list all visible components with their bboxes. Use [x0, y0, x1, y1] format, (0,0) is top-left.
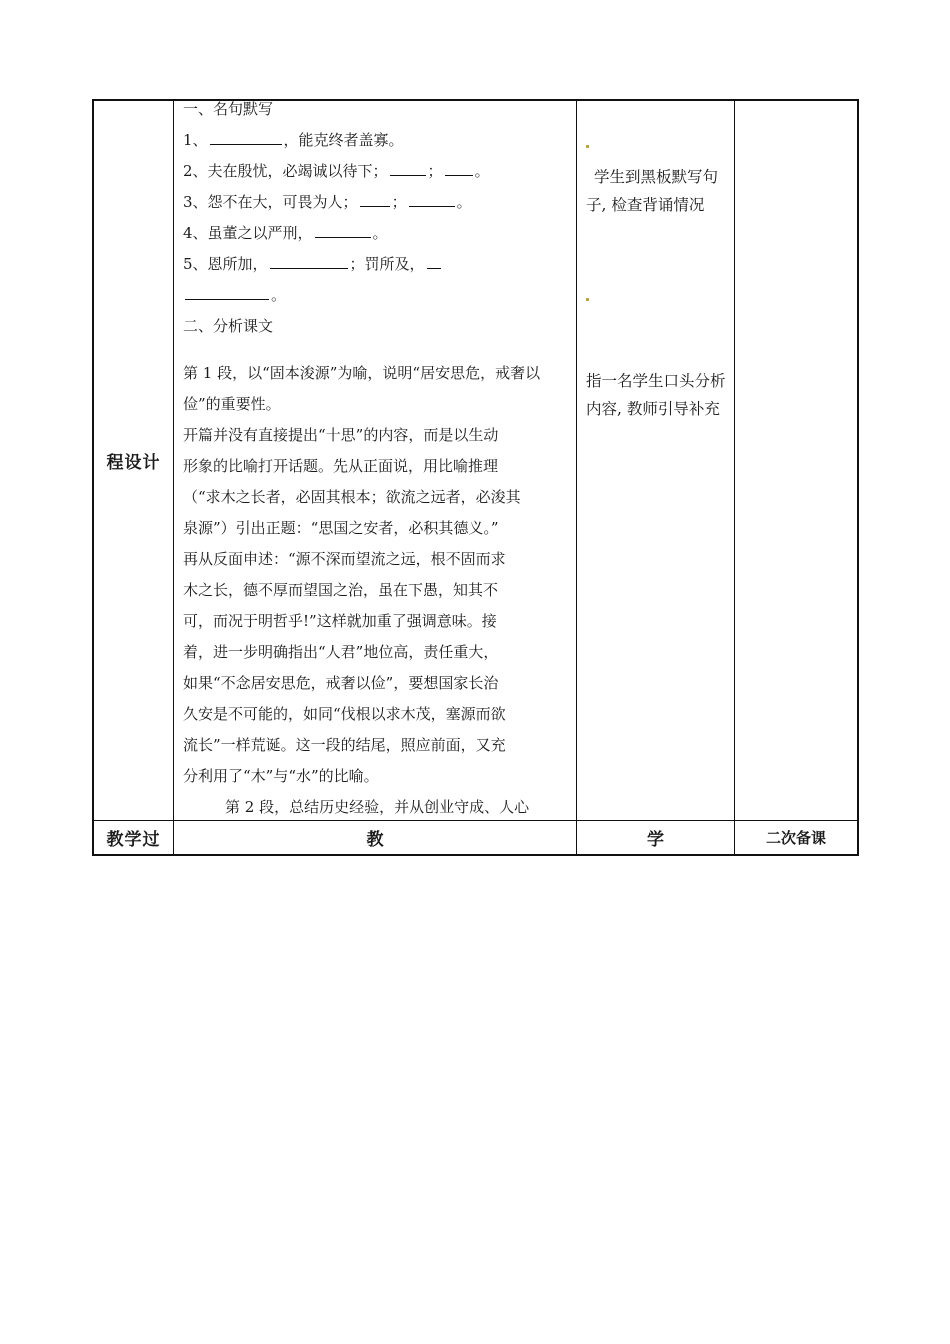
- analysis-line: 开篇并没有直接提出“十思”的内容，而是以生动: [183, 426, 499, 444]
- answer-blank: [427, 250, 441, 269]
- answer-blank: [390, 157, 426, 176]
- recitation-item-4: 4、虽董之以严刑， 。: [183, 218, 568, 249]
- recitation-item-5-continued: 。: [183, 280, 568, 311]
- lesson-plan-table: [92, 99, 859, 856]
- header-revision: 二次备课: [765, 829, 826, 847]
- answer-blank: [409, 188, 455, 207]
- analysis-line: 木之长，德不厚而望国之治，虽在下愚，知其不: [183, 581, 499, 599]
- recitation-item-1: 1、 ，能克终者盖寡。: [183, 125, 568, 156]
- marker-dot: [586, 145, 589, 148]
- analysis-line: 形象的比喻打开话题。先从正面说，用比喻推理: [183, 457, 499, 475]
- paragraph-1-analysis: [183, 420, 568, 792]
- analysis-line: 再从反面申述：“源不深而望流之远，根不固而求: [183, 550, 506, 568]
- analysis-line: 流长”一样荒诞。这一段的结尾，照应前面，又充: [183, 736, 506, 754]
- answer-blank: [210, 126, 282, 145]
- header-learn: 学: [647, 830, 664, 850]
- answer-blank: [315, 219, 371, 238]
- analysis-line: 着，进一步明确指出“人君”地位高，责任重大，: [183, 643, 499, 661]
- row-label-teaching-process: [94, 821, 173, 854]
- analysis-line: 如果“不念居安思危，戒奢以俭”，要想国家长治: [183, 674, 499, 692]
- section-title: 二、分析课文: [183, 317, 274, 335]
- analysis-line: 可，而况于明哲乎!”这样就加重了强调意味。接: [183, 612, 497, 630]
- header-teach: 教: [366, 830, 384, 850]
- marker-dot: [586, 298, 589, 301]
- analysis-line: 分利用了“木”与“水”的比喻。: [183, 767, 379, 785]
- student-note-recitation: 学生到黑板默写句子, 检查背诵情况: [586, 168, 719, 214]
- analysis-line: （“求木之长者，必固其根本；欲流之远者，必浚其: [183, 488, 521, 506]
- recitation-item-3: 3、怨不在大，可畏为人； ； 。: [183, 187, 568, 218]
- section-title: 一、名句默写: [183, 101, 274, 118]
- teaching-content-cell: [174, 101, 576, 820]
- answer-blank: [360, 188, 390, 207]
- student-note-analysis: 指一名学生口头分析内容, 教师引导补充: [586, 372, 726, 418]
- answer-blank: [270, 250, 348, 269]
- answer-blank: [185, 281, 269, 300]
- recitation-item-2: 2、夫在殷忧，必竭诚以待下； ； 。: [183, 156, 568, 187]
- recitation-item-5: 5、恩所加， ；罚所及，: [183, 249, 568, 280]
- analysis-line: 久安是不可能的，如同“伐根以求木茂，塞源而欲: [183, 705, 506, 723]
- row-label-bottom-text: 教学过: [106, 830, 161, 850]
- student-activity-cell: [577, 101, 734, 820]
- revision-notes-cell: [735, 101, 857, 820]
- row-label-process-design: [94, 101, 173, 820]
- analysis-line: 泉源”）引出正题：“思国之安者，必积其德义。”: [183, 519, 499, 537]
- paragraph-1-summary: 第 1 段，以“固本浚源”为喻，说明“居安思危，戒奢以俭”的重要性。: [183, 364, 541, 413]
- row-label-top-text: 程设计: [106, 453, 161, 473]
- paragraph-2-intro: 第 2 段，总结历史经验，并从创业守成、人心: [225, 798, 530, 816]
- answer-blank: [445, 157, 473, 176]
